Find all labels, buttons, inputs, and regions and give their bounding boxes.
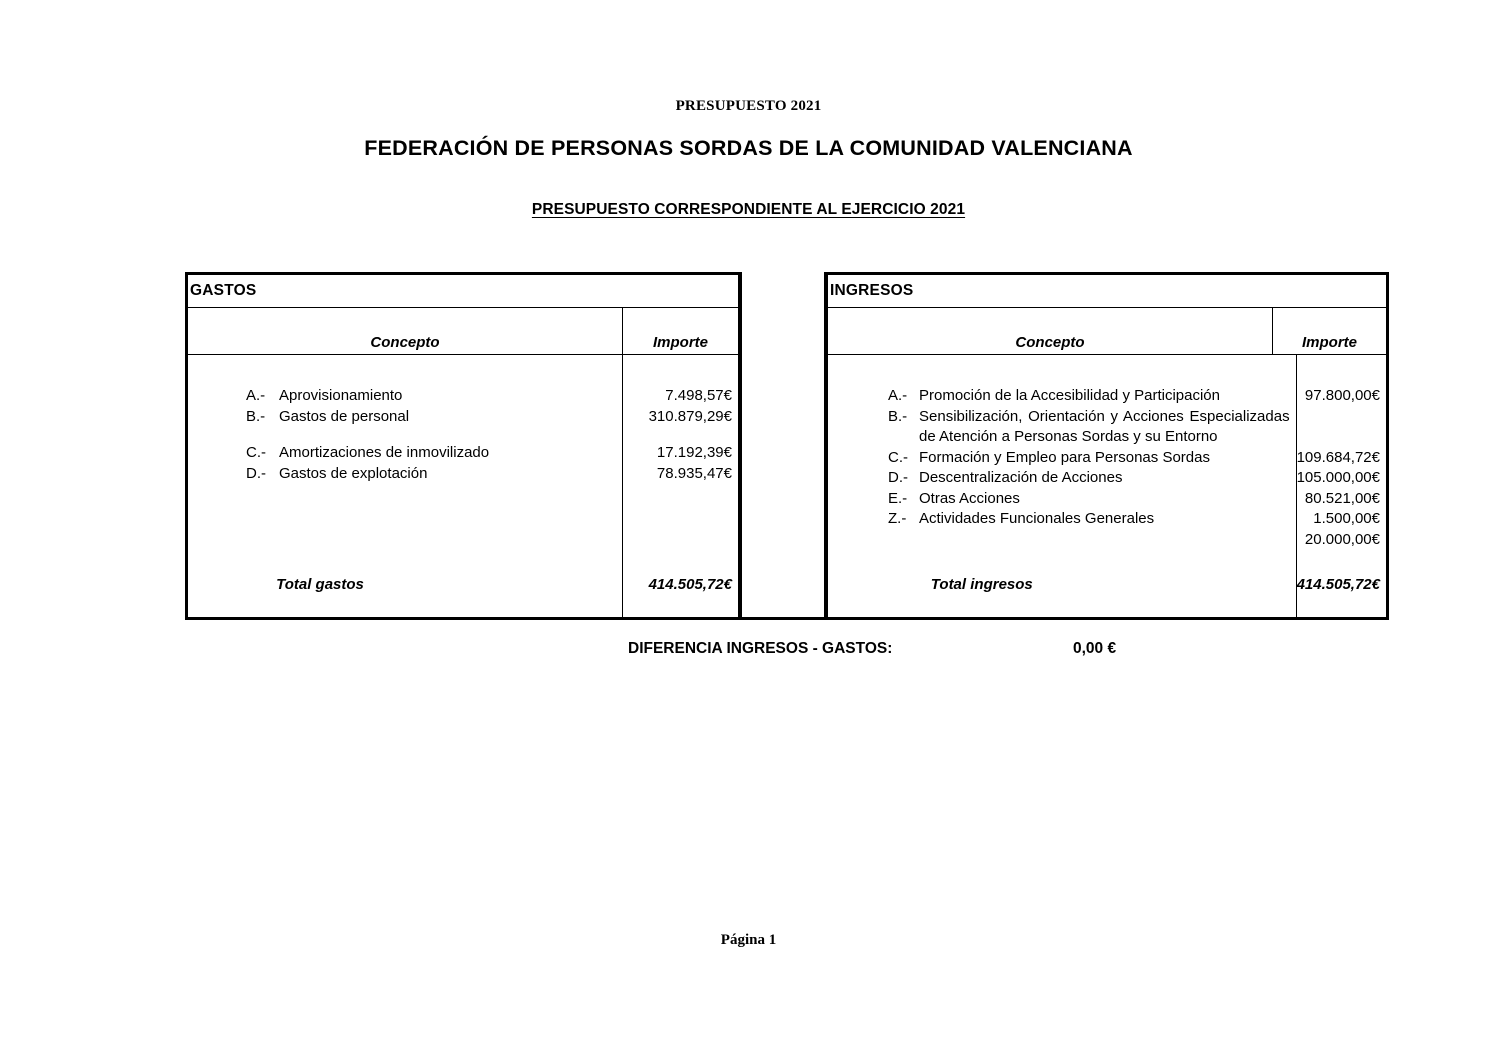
table-row bbox=[246, 464, 622, 485]
income-concept-list bbox=[828, 355, 1296, 530]
income-item-label: Descentralización de Acciones bbox=[919, 469, 1123, 486]
expenses-item-amount: 7.498,57€ bbox=[665, 387, 732, 404]
table-row bbox=[246, 386, 622, 407]
table-row bbox=[888, 448, 1290, 469]
income-item-label: Otras Acciones bbox=[919, 489, 1020, 507]
income-item-amount: 97.800,00€ bbox=[1304, 387, 1380, 404]
page-title: FEDERACIÓN DE PERSONAS SORDAS DE LA COMUNIDAD VALENCIANA bbox=[364, 136, 1133, 160]
expenses-item-key: A.- bbox=[246, 387, 266, 404]
table-row bbox=[888, 489, 1290, 510]
table-row bbox=[246, 407, 622, 428]
income-table bbox=[825, 272, 1389, 620]
income-item-amount: 109.684,72€ bbox=[1296, 448, 1380, 466]
income-header-importe: Importe bbox=[1301, 334, 1357, 351]
expenses-amount-column bbox=[623, 355, 738, 617]
table-row bbox=[888, 386, 1290, 407]
difference-value: 0,00 € bbox=[1073, 640, 1117, 657]
income-item-label: Formación y Empleo para Personas Sordas bbox=[919, 448, 1210, 466]
expenses-body bbox=[188, 355, 738, 617]
income-section-label: INGRESOS bbox=[828, 275, 1386, 308]
budget-tables bbox=[185, 272, 1389, 620]
expenses-table bbox=[185, 272, 741, 620]
income-item-amount: 105.000,00€ bbox=[1296, 469, 1380, 486]
tables-spacer-column bbox=[741, 272, 825, 620]
expenses-item-amount: 78.935,47€ bbox=[656, 464, 732, 482]
expenses-item-key: C.- bbox=[246, 444, 266, 461]
expenses-section-label: GASTOS bbox=[188, 275, 738, 308]
expenses-total-amount: 414.505,72€ bbox=[648, 576, 732, 593]
expenses-item-key: B.- bbox=[246, 407, 266, 425]
expenses-total-label: Total gastos bbox=[276, 576, 364, 593]
income-item-amount: 80.521,00€ bbox=[1304, 489, 1380, 507]
income-item-label: Promoción de la Accesibilidad y Participación bbox=[919, 387, 1220, 404]
difference-label: DIFERENCIA INGRESOS - GASTOS: bbox=[628, 640, 893, 657]
table-row bbox=[888, 509, 1290, 530]
income-item-key: D.- bbox=[888, 469, 908, 486]
expenses-item-label: Gastos de explotación bbox=[279, 464, 428, 482]
row-spacer bbox=[1297, 407, 1380, 448]
table-row bbox=[888, 468, 1290, 489]
income-body bbox=[828, 355, 1386, 617]
expenses-item-key: D.- bbox=[246, 464, 266, 482]
expenses-item-amount: 17.192,39€ bbox=[656, 444, 732, 461]
table-row bbox=[246, 443, 622, 464]
expenses-item-label: Gastos de personal bbox=[279, 407, 410, 425]
income-item-label: Actividades Funcionales Generales bbox=[919, 510, 1155, 527]
expenses-header-importe: Importe bbox=[652, 334, 708, 351]
income-total-label: Total ingresos bbox=[930, 576, 1033, 593]
row-spacer bbox=[246, 427, 622, 443]
income-total-amount: 414.505,72€ bbox=[1296, 576, 1380, 593]
document-subtitle-text: PRESUPUESTO CORRESPONDIENTE AL EJERCICIO 2021 bbox=[531, 201, 966, 218]
income-amount-column bbox=[1297, 355, 1386, 617]
document-subtitle bbox=[0, 201, 1497, 219]
table-row bbox=[888, 407, 1290, 448]
income-amount-list bbox=[1297, 355, 1386, 550]
expenses-item-label: Amortizaciones de inmovilizado bbox=[279, 444, 490, 461]
expenses-header-concepto: Concepto bbox=[188, 308, 623, 354]
income-item-amount: 20.000,00€ bbox=[1304, 530, 1380, 548]
expenses-amount-list bbox=[623, 355, 738, 484]
row-spacer bbox=[623, 427, 732, 443]
income-header-concepto: Concepto bbox=[828, 308, 1273, 354]
expenses-column-headers bbox=[188, 308, 738, 355]
expenses-concept-list bbox=[188, 355, 622, 484]
expenses-item-label: Aprovisionamiento bbox=[279, 387, 403, 404]
income-item-amount: 1.500,00€ bbox=[1313, 510, 1380, 527]
income-item-label: Sensibilización, Orientación y Acciones Especializadas de Atención a Personas Sordas y su Entorno bbox=[919, 407, 1290, 445]
income-column-headers bbox=[828, 308, 1386, 355]
income-item-key: Z.- bbox=[888, 510, 907, 527]
income-item-key: A.- bbox=[888, 387, 908, 404]
income-item-key: B.- bbox=[888, 407, 908, 425]
page-footer: Página 1 bbox=[720, 932, 777, 948]
expenses-item-amount: 310.879,29€ bbox=[648, 407, 732, 425]
income-concept-column bbox=[828, 355, 1297, 617]
income-item-key: E.- bbox=[888, 489, 908, 507]
document-top-title: PRESUPUESTO 2021 bbox=[675, 98, 822, 114]
income-item-key: C.- bbox=[888, 448, 908, 466]
expenses-concept-column bbox=[188, 355, 623, 617]
